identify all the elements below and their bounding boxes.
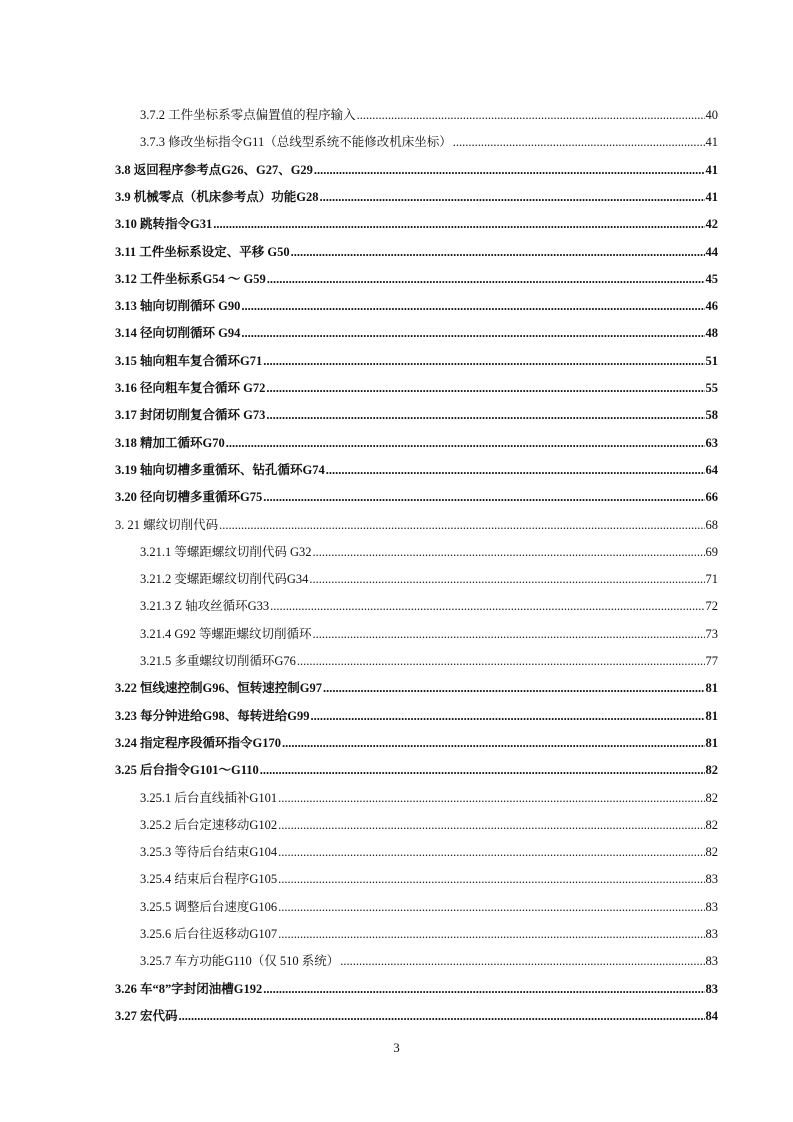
dot-leader (297, 651, 705, 671)
dot-leader (310, 706, 704, 726)
toc-entry-page: 41 (705, 189, 718, 204)
toc-entry-title: 3.25.2 后台定速移动G102 (140, 817, 278, 832)
dot-leader (179, 1006, 705, 1026)
dot-leader (278, 815, 704, 835)
dot-leader (260, 760, 705, 780)
dot-leader (263, 979, 704, 999)
toc-entry-page: 64 (705, 462, 718, 477)
toc-entry-title: 3.16 径向粗车复合循环 G72 (115, 381, 266, 395)
toc-entry[interactable] (115, 706, 718, 726)
toc-entry[interactable] (115, 296, 718, 316)
toc-entry-page: 83 (705, 872, 718, 887)
toc-entry[interactable] (140, 569, 718, 589)
toc-entry-title: 3.19 轴向切槽多重循环、钻孔循环G74 (115, 462, 325, 477)
toc-entry[interactable] (140, 869, 718, 889)
dot-leader (263, 351, 704, 371)
toc-entry-title: 3.17 封闭切削复合循环 G73 (115, 408, 266, 423)
toc-entry-page: 81 (705, 735, 718, 750)
dot-leader (326, 460, 705, 480)
toc-entry[interactable] (140, 842, 718, 862)
toc-entry-page: 83 (705, 981, 718, 996)
toc-entry[interactable] (115, 187, 718, 207)
toc-entry[interactable] (115, 242, 718, 262)
toc-entry[interactable] (115, 323, 718, 343)
toc-entry[interactable] (115, 378, 718, 398)
dot-leader (241, 323, 704, 343)
toc-entry-page: 55 (705, 381, 718, 395)
dot-leader (266, 378, 704, 398)
toc-entry-page: 48 (705, 326, 718, 341)
toc-entry-title: 3.25.7 车方功能G110（仅 510 系统） (140, 954, 340, 969)
toc-entry[interactable] (140, 815, 718, 835)
toc-entry-page: 69 (705, 544, 718, 559)
toc-entry-title: 3.14 径向切削循环 G94 (115, 326, 241, 341)
toc-entry-page: 82 (705, 763, 718, 778)
toc-entry-page: 83 (705, 954, 718, 969)
dot-leader (278, 869, 704, 889)
dot-leader (313, 624, 705, 644)
toc-entry-page: 45 (705, 271, 718, 286)
toc-entry-page: 46 (705, 299, 718, 314)
toc-entry-title: 3.8 返回程序参考点G26、G27、G29 (115, 162, 313, 177)
dot-leader (340, 951, 704, 971)
toc-entry-page: 82 (705, 845, 718, 860)
toc-entry[interactable] (115, 760, 718, 780)
toc-entry[interactable] (115, 1006, 718, 1026)
toc-entry[interactable] (140, 788, 718, 808)
dot-leader (226, 433, 705, 453)
toc-entry-title: 3.18 精加工循环G70 (115, 435, 225, 450)
toc-entry[interactable] (115, 351, 718, 371)
toc-entry[interactable] (115, 487, 718, 507)
dot-leader (323, 678, 705, 698)
dot-leader (309, 569, 704, 589)
toc-entry-title: 3.23 每分钟进给G98、每转进给G99 (115, 708, 310, 723)
toc-entry-title: 3.24 指定程序段循环指令G170 (115, 735, 281, 750)
dot-leader (313, 542, 705, 562)
toc-entry-page: 72 (705, 599, 718, 614)
toc-entry-page: 81 (705, 708, 718, 723)
toc-entry-title: 3.21.2 变螺距螺纹切削代码G34 (140, 572, 309, 587)
dot-leader (282, 733, 705, 753)
toc-entry[interactable] (115, 733, 718, 753)
dot-leader (453, 132, 705, 152)
dot-leader (278, 897, 704, 917)
toc-entry-title: 3.25 后台指令G101～G110 (115, 763, 259, 778)
toc-entry-page: 41 (705, 162, 718, 177)
toc-entry-title: 3.21.3 Z 轴攻丝循环G33 (140, 599, 270, 614)
toc-entry-title: 3.26 车“8”字封闭油槽G192 (115, 981, 263, 996)
toc-entry-title: 3.15 轴向粗车复合循环G71 (115, 353, 263, 368)
toc-entry[interactable] (115, 979, 718, 999)
toc-entry-title: 3.21.1 等螺距螺纹切削代码 G32 (140, 544, 312, 559)
toc-entry-title: 3.27 宏代码 (115, 1008, 178, 1023)
dot-leader (241, 296, 704, 316)
toc-entry-title: 3. 21 螺纹切削代码 (115, 517, 219, 532)
toc-entry-page: 82 (705, 817, 718, 832)
toc-entry-page: 83 (705, 927, 718, 941)
toc-entry[interactable] (115, 405, 718, 425)
toc-entry-title: 3.25.3 等待后台结束G104 (140, 845, 278, 860)
toc-entry[interactable] (115, 160, 718, 180)
toc-entry-title: 3.9 机械零点（机床参考点）功能G28 (115, 189, 319, 204)
toc-entry[interactable] (115, 678, 718, 698)
toc-entry-page: 83 (705, 899, 718, 914)
toc-entry-title: 3.25.5 调整后台速度G106 (140, 899, 278, 914)
toc-entry[interactable] (140, 624, 718, 644)
dot-leader (263, 487, 704, 507)
toc-entry-page: 63 (705, 435, 718, 450)
toc-entry-title: 3.25.4 结束后台程序G105 (140, 872, 278, 887)
toc-entry[interactable] (115, 269, 718, 289)
toc-entry[interactable] (115, 460, 718, 480)
toc-entry-page: 66 (705, 490, 718, 505)
toc-entry-page: 58 (705, 408, 718, 423)
toc-entry-title: 3.22 恒线速控制G96、恒转速控制G97 (115, 681, 322, 696)
toc-entry-title: 3.20 径向切槽多重循环G75 (115, 490, 263, 505)
toc-entry[interactable] (140, 951, 718, 971)
toc-entry[interactable] (140, 132, 718, 152)
dot-leader (291, 242, 705, 262)
toc-entry-page: 68 (705, 517, 718, 532)
toc-entry-title: 3.11 工件坐标系设定、平移 G50 (115, 244, 290, 259)
dot-leader (278, 924, 704, 944)
toc-entry-title: 3.25.1 后台直线插补G101 (140, 790, 278, 805)
toc-entry[interactable] (140, 924, 718, 944)
page-number: 3 (393, 1040, 400, 1055)
dot-leader (357, 105, 705, 125)
dot-leader (219, 515, 704, 535)
toc-entry-page: 41 (705, 135, 718, 150)
toc-entry-title: 3.21.5 多重螺纹切削循环G76 (140, 654, 296, 668)
toc-entry[interactable] (115, 515, 718, 535)
dot-leader (319, 187, 704, 207)
dot-leader (278, 788, 704, 808)
toc-entry[interactable] (140, 542, 718, 562)
toc-entry-title: 3.25.6 后台往返移动G107 (140, 927, 278, 941)
dot-leader (267, 269, 705, 289)
dot-leader (314, 160, 705, 180)
dot-leader (266, 405, 704, 425)
toc-entry-title: 3.7.3 修改坐标指令G11（总线型系统不能修改机床坐标） (140, 135, 452, 150)
toc-entry-page: 81 (705, 681, 718, 696)
toc-entry[interactable] (115, 433, 718, 453)
toc-entry-title: 3.10 跳转指令G31 (115, 217, 213, 232)
toc-entry-page: 40 (705, 108, 718, 122)
toc-entry-page: 44 (705, 244, 718, 259)
toc-entry[interactable] (140, 897, 718, 917)
toc-entry[interactable] (115, 214, 718, 234)
dot-leader (278, 842, 704, 862)
toc-entry[interactable] (140, 105, 718, 125)
toc-entry[interactable] (140, 651, 718, 671)
toc-entry-page: 77 (705, 654, 718, 668)
toc-entry-page: 51 (705, 353, 718, 368)
toc-entry-title: 3.7.2 工件坐标系零点偏置值的程序输入 (140, 108, 356, 122)
toc-entry-title: 3.21.4 G92 等螺距螺纹切削循环 (140, 626, 312, 641)
toc-entry-title: 3.13 轴向切削循环 G90 (115, 299, 241, 314)
toc-entry-page: 73 (705, 626, 718, 641)
toc-entry-page: 42 (705, 217, 718, 232)
toc-entry-page: 71 (705, 572, 718, 587)
dot-leader (270, 596, 704, 616)
toc-entry[interactable] (140, 596, 718, 616)
toc-entry-page: 82 (705, 790, 718, 805)
dot-leader (213, 214, 704, 234)
toc-entry-title: 3.12 工件坐标系G54 ～ G59 (115, 271, 266, 286)
toc-entry-page: 84 (705, 1008, 718, 1023)
